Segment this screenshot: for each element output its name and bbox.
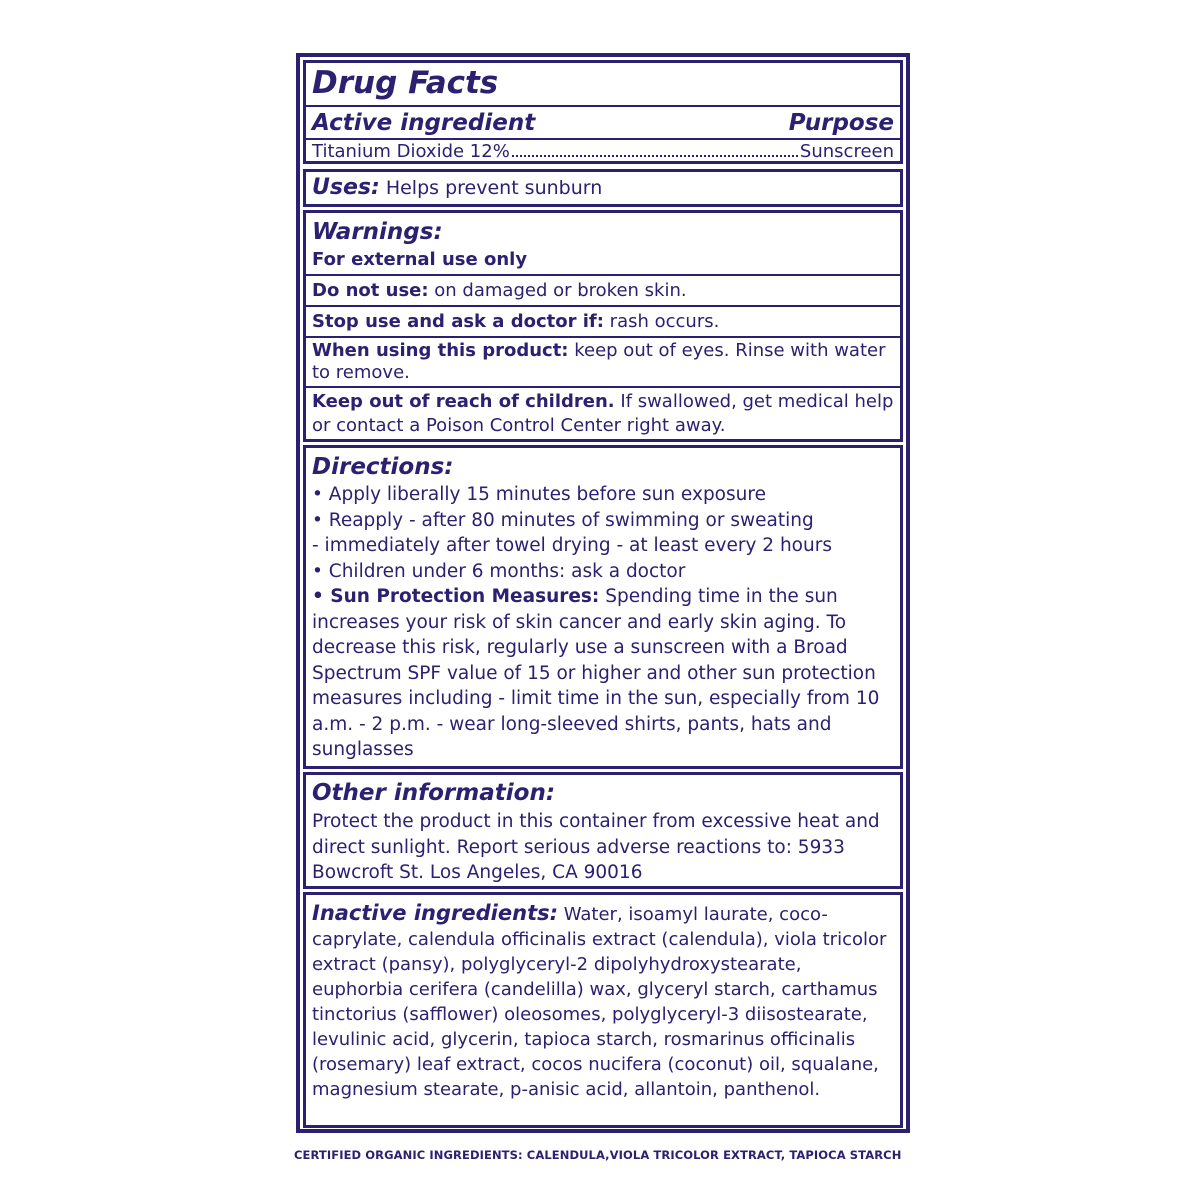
external-use-text: For external use only bbox=[312, 249, 528, 270]
other-information-section bbox=[303, 772, 903, 889]
when-using-label: When using this product: bbox=[312, 340, 569, 361]
directions-heading: Directions: bbox=[312, 454, 454, 480]
stop-use-label: Stop use and ask a doctor if: bbox=[312, 311, 604, 332]
direction-item: • Children under 6 months: ask a doctor bbox=[312, 560, 686, 582]
stop-use-line bbox=[312, 307, 894, 334]
keep-out-label: Keep out of reach of children. bbox=[312, 391, 615, 412]
when-using-text: keep out of eyes. Rinse with water to remove. bbox=[312, 340, 886, 383]
certified-organic-footer: CERTIFIED ORGANIC INGREDIENTS: CALENDULA,VIOLA TRICOLOR EXTRACT, TAPIOCA STARCH bbox=[294, 1148, 902, 1162]
keep-out-text: If swallowed, get medical help or contact a Poison Control Center right away. bbox=[312, 391, 894, 436]
inactive-ingredients-text: Water, isoamyl laurate, coco-caprylate, calendula officinalis extract (calendula), viola tricolor extract (pansy), polyglyceryl-2 dipolyhydroxystearate, euphorbia cerifera (candelilla) wax, glyceryl starch, carthamus tinctorius (safflower) oleosomes, polyglyceryl-3 diisostearate, levulinic acid, glycerin, tapioca starch, rosmarinus officinalis (rosemary) leaf extract, cocos nucifera (coconut) oil, squalane, magnesium stearate, p-anisic acid, allantoin, panthenol. bbox=[312, 904, 887, 1100]
sun-protection-text: Spending time in the sun increases your risk of skin cancer and early skin aging. To decrease this risk, regularly use a sunscreen with a Broad Spectrum SPF value of 15 or higher and other sun protection measures including - limit time in the sun, especially from 10 a.m. - 2 p.m. - wear long-sleeved shirts, pants, hats and sunglasses bbox=[312, 586, 880, 760]
direction-item: • Reapply - after 80 minutes of swimming or sweating bbox=[312, 509, 814, 531]
direction-item: - immediately after towel drying - at least every 2 hours bbox=[312, 535, 832, 556]
do-not-use-text: on damaged or broken skin. bbox=[428, 280, 687, 301]
uses-section bbox=[303, 169, 903, 207]
do-not-use-line bbox=[312, 276, 894, 303]
warnings-heading: Warnings: bbox=[312, 219, 443, 245]
other-information-text: Protect the product in this container from excessive heat and direct sunlight. Report serious adverse reactions to: 5933 Bowcroft St. Los Angeles, CA 90016 bbox=[312, 811, 880, 883]
active-ingredient-name: Titanium Dioxide 12% bbox=[312, 141, 510, 162]
inactive-ingredients-heading: Inactive ingredients: bbox=[312, 901, 559, 925]
active-ingredient-row bbox=[312, 140, 894, 164]
sun-protection-measures bbox=[312, 584, 894, 763]
active-ingredient-heading: Active ingredient bbox=[312, 110, 536, 136]
directions-section bbox=[303, 445, 903, 769]
inactive-ingredients-block bbox=[312, 901, 894, 1102]
sun-protection-label: • Sun Protection Measures: bbox=[312, 586, 600, 607]
title-rule bbox=[306, 105, 900, 107]
inactive-ingredients-section bbox=[303, 892, 903, 1128]
dot-leader bbox=[512, 155, 798, 157]
uses-text-block bbox=[312, 172, 894, 204]
active-ingredient-section bbox=[303, 60, 903, 164]
purpose-heading: Purpose bbox=[788, 110, 894, 136]
stop-use-text: rash occurs. bbox=[603, 311, 720, 332]
drug-facts-title: Drug Facts bbox=[312, 65, 499, 101]
drug-facts-panel bbox=[296, 53, 910, 1133]
warnings-section bbox=[303, 210, 903, 442]
uses-label: Uses: bbox=[312, 175, 380, 200]
other-information-heading: Other information: bbox=[312, 780, 556, 806]
active-heading-row bbox=[312, 108, 894, 138]
do-not-use-label: Do not use: bbox=[312, 280, 429, 301]
uses-text: Helps prevent sunburn bbox=[379, 177, 603, 199]
active-ingredient-purpose: Sunscreen bbox=[799, 141, 894, 162]
keep-out-line bbox=[312, 388, 894, 438]
when-using-line bbox=[312, 338, 894, 384]
directions-list bbox=[312, 482, 894, 763]
direction-item: • Apply liberally 15 minutes before sun exposure bbox=[312, 484, 766, 505]
